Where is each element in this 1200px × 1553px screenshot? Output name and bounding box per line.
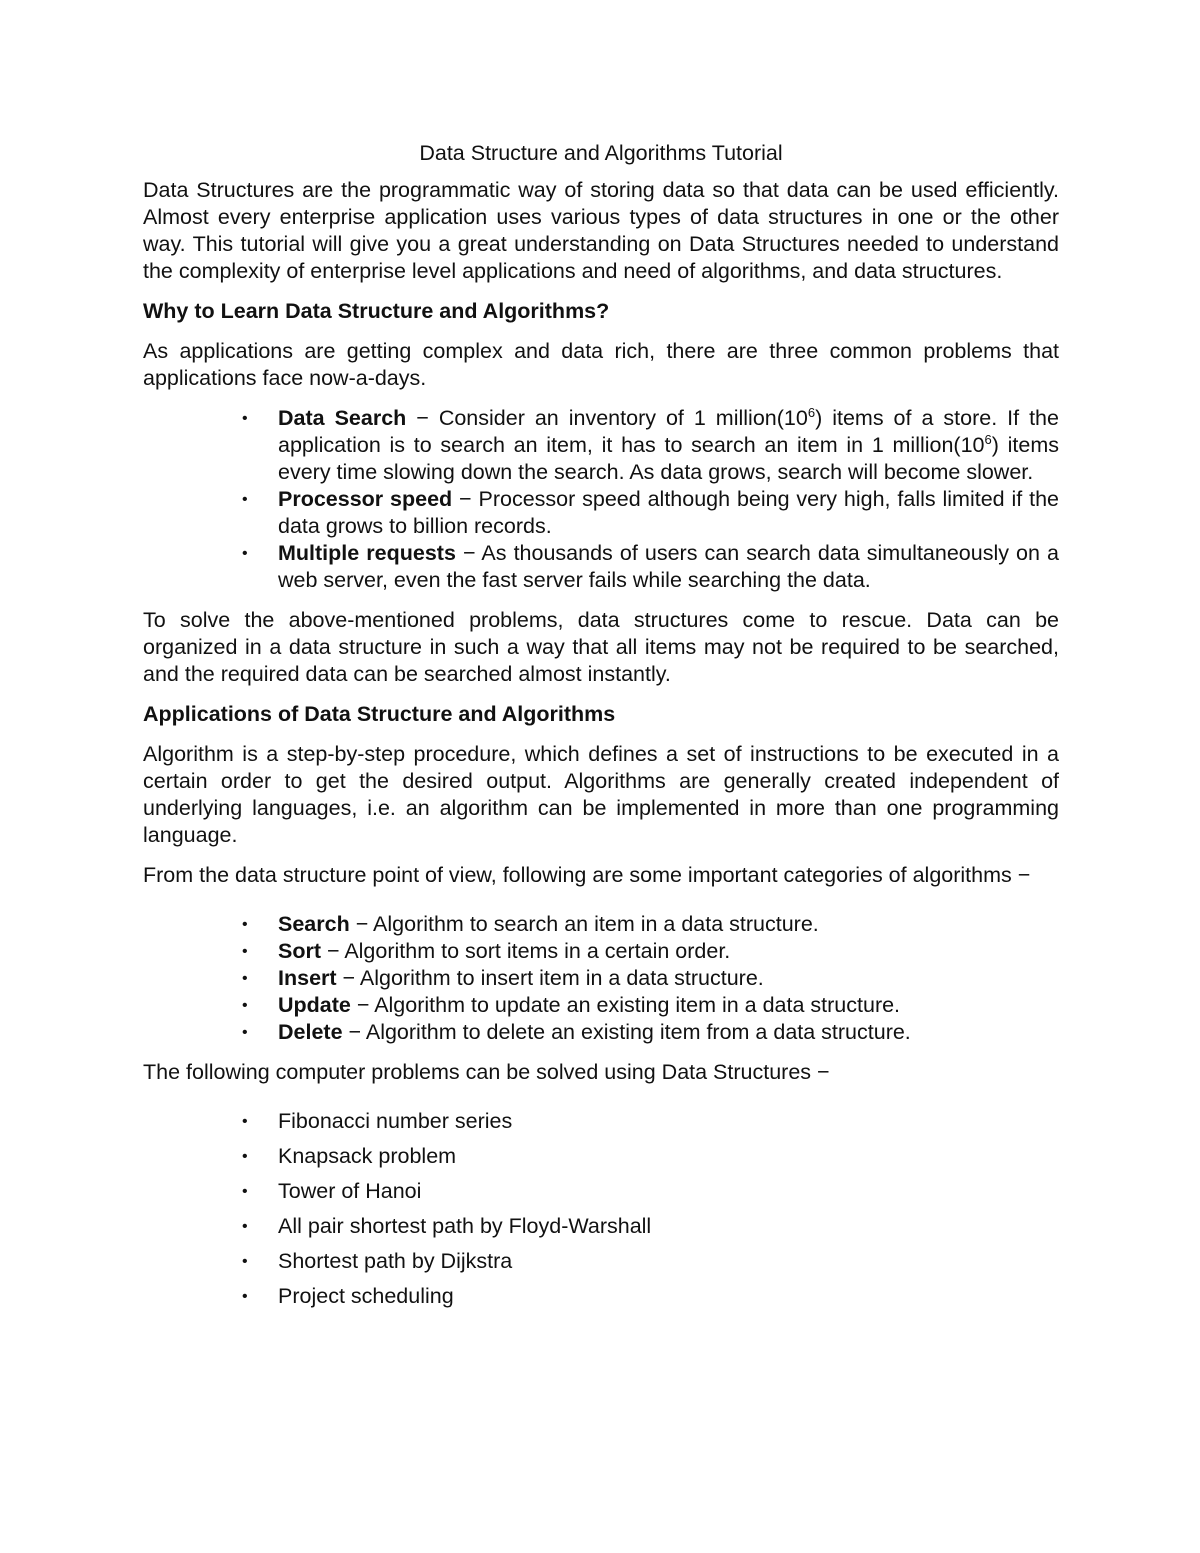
list-item xyxy=(143,911,1059,938)
list-item xyxy=(143,1178,1059,1205)
bullet-icon: • xyxy=(242,997,248,1014)
category-term: Insert xyxy=(278,966,337,990)
bullet-icon: • xyxy=(242,491,248,508)
why-heading: Why to Learn Data Structure and Algorithms? xyxy=(143,299,610,323)
bullet-icon: • xyxy=(242,1183,248,1200)
superscript: 6 xyxy=(984,431,992,447)
list-item xyxy=(143,992,1059,1019)
category-text: − Algorithm to delete an existing item from a data structure. xyxy=(342,1020,911,1044)
page-title: Data Structure and Algorithms Tutorial xyxy=(419,141,783,165)
bullet-icon: • xyxy=(242,545,248,562)
superscript: 6 xyxy=(807,404,816,420)
problem-text: − As thousands of users can search data simultaneously on a web server, even the fast server fails while searching the data. xyxy=(278,541,1059,592)
bullet-icon: • xyxy=(242,1113,248,1130)
bullet-icon: • xyxy=(242,1218,248,1235)
bullet-icon: • xyxy=(242,410,248,427)
bullet-icon: • xyxy=(242,916,248,933)
intro-paragraph: Data Structures are the programmatic way of storing data so that data can be used efficiently. Almost every enterprise application uses various types of data structures in one or the other way. This tutorial will give you a great understanding on Data Structures needed to understand the complexity of enterprise level applications and need of algorithms, and data structures. xyxy=(143,178,1059,283)
problem-name: Fibonacci number series xyxy=(278,1109,513,1133)
list-item xyxy=(143,486,1059,540)
algorithm-paragraph: Algorithm is a step-by-step procedure, which defines a set of instructions to be executed in a certain order to get the desired output. Algorithms are generally created independent of underlying languages, i.e. an algorithm can be implemented in more than one programming language. xyxy=(143,742,1059,847)
problem-text: − Consider an inventory of 1 million(10 xyxy=(406,406,808,430)
category-text: − Algorithm to insert item in a data structure. xyxy=(336,966,764,990)
category-term: Delete xyxy=(278,1020,343,1044)
problem-text: − Processor speed although being very high, falls limited if the data grows to billion records. xyxy=(278,487,1060,538)
why-paragraph: As applications are getting complex and data rich, there are three common problems that applications face now-a-days. xyxy=(143,339,1059,390)
category-text: − Algorithm to sort items in a certain order. xyxy=(321,939,731,963)
problem-term: Data Search xyxy=(278,406,407,430)
problems-list xyxy=(143,405,1059,594)
problems-intro: The following computer problems can be solved using Data Structures − xyxy=(143,1060,830,1084)
list-item xyxy=(143,1248,1059,1275)
bullet-icon: • xyxy=(242,1253,248,1270)
bullet-icon: • xyxy=(242,1024,248,1041)
category-term: Sort xyxy=(278,939,321,963)
list-item xyxy=(143,938,1059,965)
bullet-icon: • xyxy=(242,943,248,960)
problem-name: All pair shortest path by Floyd-Warshall xyxy=(278,1214,652,1238)
problem-name: Knapsack problem xyxy=(278,1144,457,1168)
categories-paragraph: From the data structure point of view, following are some important categories of algorithms − xyxy=(143,863,1031,887)
problem-name: Project scheduling xyxy=(278,1284,454,1308)
computer-problems-list xyxy=(143,1108,1059,1310)
categories-list xyxy=(143,911,1059,1046)
problem-name: Tower of Hanoi xyxy=(278,1179,422,1203)
problem-term: Multiple requests xyxy=(278,541,456,565)
document-page xyxy=(143,140,1059,1318)
list-item xyxy=(143,965,1059,992)
problem-text: ) items every time slowing down the search. As data grows, search will become slower. xyxy=(278,433,1059,484)
list-item xyxy=(143,1213,1059,1240)
problem-term: Processor speed xyxy=(278,487,453,511)
problem-name: Shortest path by Dijkstra xyxy=(278,1249,513,1273)
list-item xyxy=(143,1019,1059,1046)
conclusion-paragraph: To solve the above-mentioned problems, data structures come to rescue. Data can be organized in a data structure in such a way that all items may not be required to be searched, and the required data can be searched almost instantly. xyxy=(143,608,1059,686)
category-text: − Algorithm to update an existing item in a data structure. xyxy=(350,993,901,1017)
list-item xyxy=(143,1108,1059,1135)
list-item xyxy=(143,1143,1059,1170)
category-text: − Algorithm to search an item in a data structure. xyxy=(349,912,819,936)
problem-text: ) items of a store. If the application is to search an item, it has to search an item in 1 million(10 xyxy=(278,406,1059,457)
category-term: Update xyxy=(278,993,351,1017)
bullet-icon: • xyxy=(242,1288,248,1305)
list-item xyxy=(143,540,1059,594)
category-term: Search xyxy=(278,912,350,936)
applications-heading: Applications of Data Structure and Algorithms xyxy=(143,702,616,726)
bullet-icon: • xyxy=(242,1148,248,1165)
list-item xyxy=(143,1283,1059,1310)
bullet-icon: • xyxy=(242,970,248,987)
list-item xyxy=(143,405,1059,486)
